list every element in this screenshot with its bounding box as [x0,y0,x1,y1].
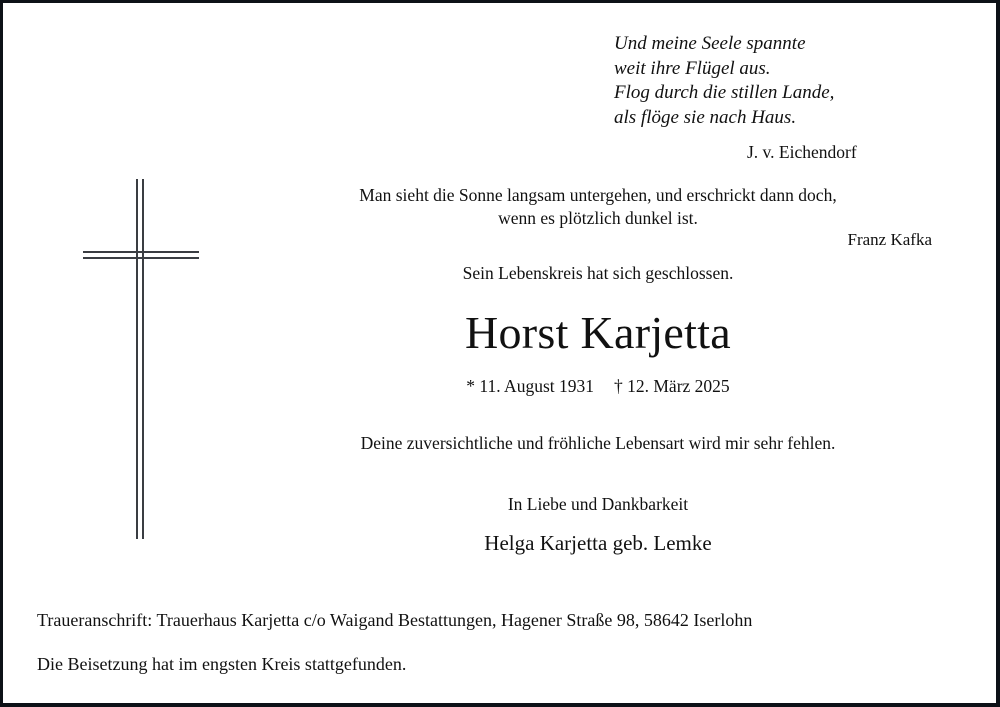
burial-note: Die Beisetzung hat im engsten Kreis stattgefunden. [37,654,407,674]
poem-line: Und meine Seele spannte [614,33,806,54]
farewell-message: Deine zuversichtliche und fröhliche Lebensart wird mir sehr fehlen. [360,433,836,453]
mourning-address: Traueranschrift: Trauerhaus Karjetta c/o Waigand Bestattungen, Hagener Straße 98, 58642 Iserlohn [37,610,753,630]
poem-line: Flog durch die stillen Lande, [614,82,835,103]
poem-author: J. v. Eichendorf [747,142,857,162]
life-dates [3,376,1000,397]
quote-line: Man sieht die Sonne langsam untergehen, und erschrickt dann doch, [359,185,837,205]
kafka-quote [3,184,1000,230]
intro-line: Sein Lebenskreis hat sich geschlossen. [462,263,734,283]
poem-line: weit ihre Flügel aus. [614,57,771,79]
closing-line: In Liebe und Dankbarkeit [507,494,689,514]
quote-author: Franz Kafka [847,230,932,249]
quote-line: wenn es plötzlich dunkel ist. [498,208,698,228]
deceased-name: Horst Karjetta [464,307,732,358]
poem [614,32,834,130]
double-line-cross-icon [81,178,203,540]
death-date: † 12. März 2025 [614,376,730,396]
signer-name: Helga Karjetta geb. Lemke [484,531,712,555]
poem-line: als flöge sie nach Haus. [614,106,797,128]
birth-date: * 11. August 1931 [466,376,594,396]
